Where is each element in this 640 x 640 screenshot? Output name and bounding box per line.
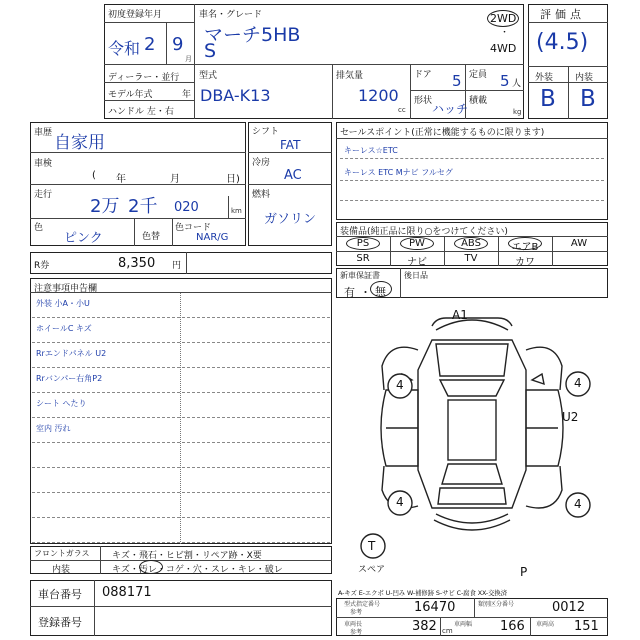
drive-2wd: 2WD (490, 12, 517, 25)
height-value: 151 (574, 619, 599, 634)
equipment-title: 装備品(純正品に限り○をつけてください) (340, 227, 508, 237)
equipment-circle (454, 237, 488, 250)
insp-year: 年 (116, 174, 126, 185)
dealer-label: ディーラー・並行 (108, 73, 180, 83)
insp-month: 月 (170, 174, 180, 185)
type-label: 型式 (199, 71, 218, 81)
equipment-item: TV (464, 253, 478, 264)
class-label: 類別区分番号 (478, 601, 515, 608)
tire-right-front: 4 (574, 376, 582, 390)
equipment-item: ナビ (407, 257, 427, 268)
notes-rule (32, 467, 330, 468)
score-value: (4.5) (536, 30, 589, 55)
ac-value: AC (284, 168, 302, 183)
equipment-circle (346, 237, 380, 250)
fuel-label: 燃料 (252, 190, 271, 200)
recycle-unit: 円 (172, 261, 182, 271)
insp-paren: ( (92, 170, 96, 181)
drive-dot: ・ (500, 28, 510, 38)
equipment-circle (508, 237, 542, 250)
usage-label: 車歴 (34, 128, 53, 138)
ext-grade: B (540, 86, 556, 112)
displacement-value: 1200 (358, 86, 399, 105)
ac-label: 冷房 (252, 158, 271, 168)
cc-unit: cc (398, 106, 406, 114)
mileage-rest: 020 (174, 200, 199, 215)
car-diagram (336, 300, 608, 586)
recycle-amount: 8,350 (118, 256, 156, 271)
notes-line: 室内 汚れ (36, 424, 71, 433)
car-grade: S (204, 40, 217, 62)
equipment-item: ABS (461, 238, 481, 249)
notes-line: Rrエンドパネル U2 (36, 349, 107, 358)
capacity-value: 5 (500, 72, 510, 90)
notes-rule (32, 317, 330, 318)
notes-rule (32, 442, 330, 443)
reg-era: 令和 (108, 39, 141, 58)
notes-line: Rrバンパー右角P2 (36, 374, 103, 383)
spare-t: T (368, 539, 376, 553)
height-label: 車両高 (536, 621, 555, 628)
equipment-item: エアB (511, 242, 539, 253)
model-year-label: モデル年式 (108, 90, 153, 100)
new-warranty-label: 新車保証書 (340, 271, 380, 280)
length-value: 382 (412, 619, 437, 634)
ext-label: 外装 (535, 73, 554, 83)
equipment-item: PS (356, 238, 370, 249)
width-value: 166 (500, 619, 525, 634)
shape-value: ハッチ (432, 102, 469, 116)
model-cert-ref: 参考 (350, 609, 363, 616)
length-unit: cm (442, 627, 453, 635)
equipment-item: PW (409, 238, 425, 249)
reg-month: 9 (172, 34, 184, 55)
notes-rule (32, 342, 330, 343)
int-label: 内装 (575, 73, 594, 83)
notes-line: シート へたり (36, 399, 87, 408)
usage-value: 自家用 (54, 133, 105, 153)
equipment-item: カワ (515, 257, 535, 268)
warranty-no: 無 (375, 285, 386, 298)
warranty-yes: 有 (344, 286, 355, 299)
notes-line: 外装 小A・小U (36, 299, 90, 308)
kg-unit: kg (513, 108, 522, 116)
selling-line-1: キーレス☆ETC (344, 146, 398, 155)
notes-rule (32, 517, 330, 518)
capacity-unit: 人 (512, 79, 522, 89)
chassis-label: 車台番号 (38, 588, 82, 601)
insp-day: 日) (226, 174, 240, 185)
notes-line: ホイールC キズ (36, 324, 92, 333)
tire-left-rear: 4 (396, 495, 404, 509)
tire-right-rear: 4 (574, 497, 582, 511)
inspection-label: 車検 (34, 159, 53, 169)
notes-rule (32, 492, 330, 493)
windshield-label: フロントガラス (34, 549, 90, 558)
warranty-sep: ・ (360, 286, 371, 299)
color-value: ピンク (64, 231, 103, 246)
car-name: マーチ5HB (204, 24, 301, 46)
capacity-label: 定員 (469, 70, 488, 80)
recycle-label: R券 (34, 261, 50, 271)
selling-line-2: キーレス ETC Mナビ フルセグ (344, 168, 453, 177)
displacement-label: 排気量 (336, 71, 364, 81)
notes-rule (32, 542, 330, 543)
mark-p: P (520, 565, 528, 579)
selling-title: セールスポイント(正常に機能するものに限ります) (340, 128, 545, 138)
mark-a1: A1 (452, 308, 468, 322)
door-value: 5 (452, 72, 462, 90)
door-label: ドア (414, 70, 432, 80)
load-label: 積載 (469, 96, 488, 106)
reg-number-label: 登録番号 (38, 616, 82, 629)
month-unit: 月 (185, 55, 192, 63)
mileage-label: 走行 (34, 190, 53, 200)
shape-label: 形状 (414, 96, 433, 106)
chassis-value: 088171 (102, 585, 152, 600)
tire-left-front: 4 (396, 378, 404, 392)
color-change-label: 色替 (142, 232, 161, 242)
handle-label: ハンドル 左・右 (108, 107, 174, 117)
equipment-item: AW (570, 238, 588, 249)
color-code-label: 色コード (175, 223, 212, 233)
class-value: 0012 (552, 600, 586, 615)
shift-label: シフト (252, 127, 280, 137)
width-label: 車両幅 (454, 621, 473, 628)
equipment-circle (400, 237, 434, 250)
color-label: 色 (34, 223, 44, 233)
notes-rule (32, 392, 330, 393)
record-label: 後日品 (404, 271, 428, 280)
km-unit: km (231, 207, 242, 215)
notes-rule (32, 417, 330, 418)
mark-u2: U2 (562, 410, 579, 424)
shift-value: FAT (280, 138, 301, 152)
spare-label: スペア (358, 565, 386, 575)
length-label: 車両長 (344, 621, 363, 628)
drive-4wd: 4WD (490, 42, 517, 55)
int-grade: B (580, 86, 596, 112)
first-reg-label: 初度登録年月 (108, 10, 163, 20)
score-label: 評価点 (540, 8, 585, 21)
notes-title: 注意事項申告欄 (34, 284, 98, 294)
windshield-text: キズ・飛石・ヒビ割・リペア跡・X要 (112, 551, 262, 561)
interior-label: 内装 (52, 565, 71, 575)
equipment-item: SR (356, 253, 370, 264)
damage-legend: A-キズ E-エクボ U-凹み W-補修跡 S-サビ C-腐食 XX-交換済 (338, 589, 508, 597)
car-name-label: 車名・グレード (199, 10, 263, 20)
mileage-man: 2万 (90, 196, 120, 217)
type-value: DBA-K13 (200, 86, 271, 105)
model-year-unit: 年 (182, 90, 192, 100)
mileage-sen: 2千 (128, 196, 158, 217)
reg-year: 2 (144, 34, 156, 55)
length-ref: 参考 (350, 629, 363, 636)
model-cert-label: 型式指定番号 (344, 601, 381, 608)
interior-text: キズ・汚レ・コゲ・穴・スレ・キレ・破レ (112, 565, 283, 575)
notes-rule (32, 367, 330, 368)
fuel-value: ガソリン (264, 212, 317, 227)
model-cert-value: 16470 (414, 600, 456, 615)
color-code: NAR/G (196, 232, 229, 243)
